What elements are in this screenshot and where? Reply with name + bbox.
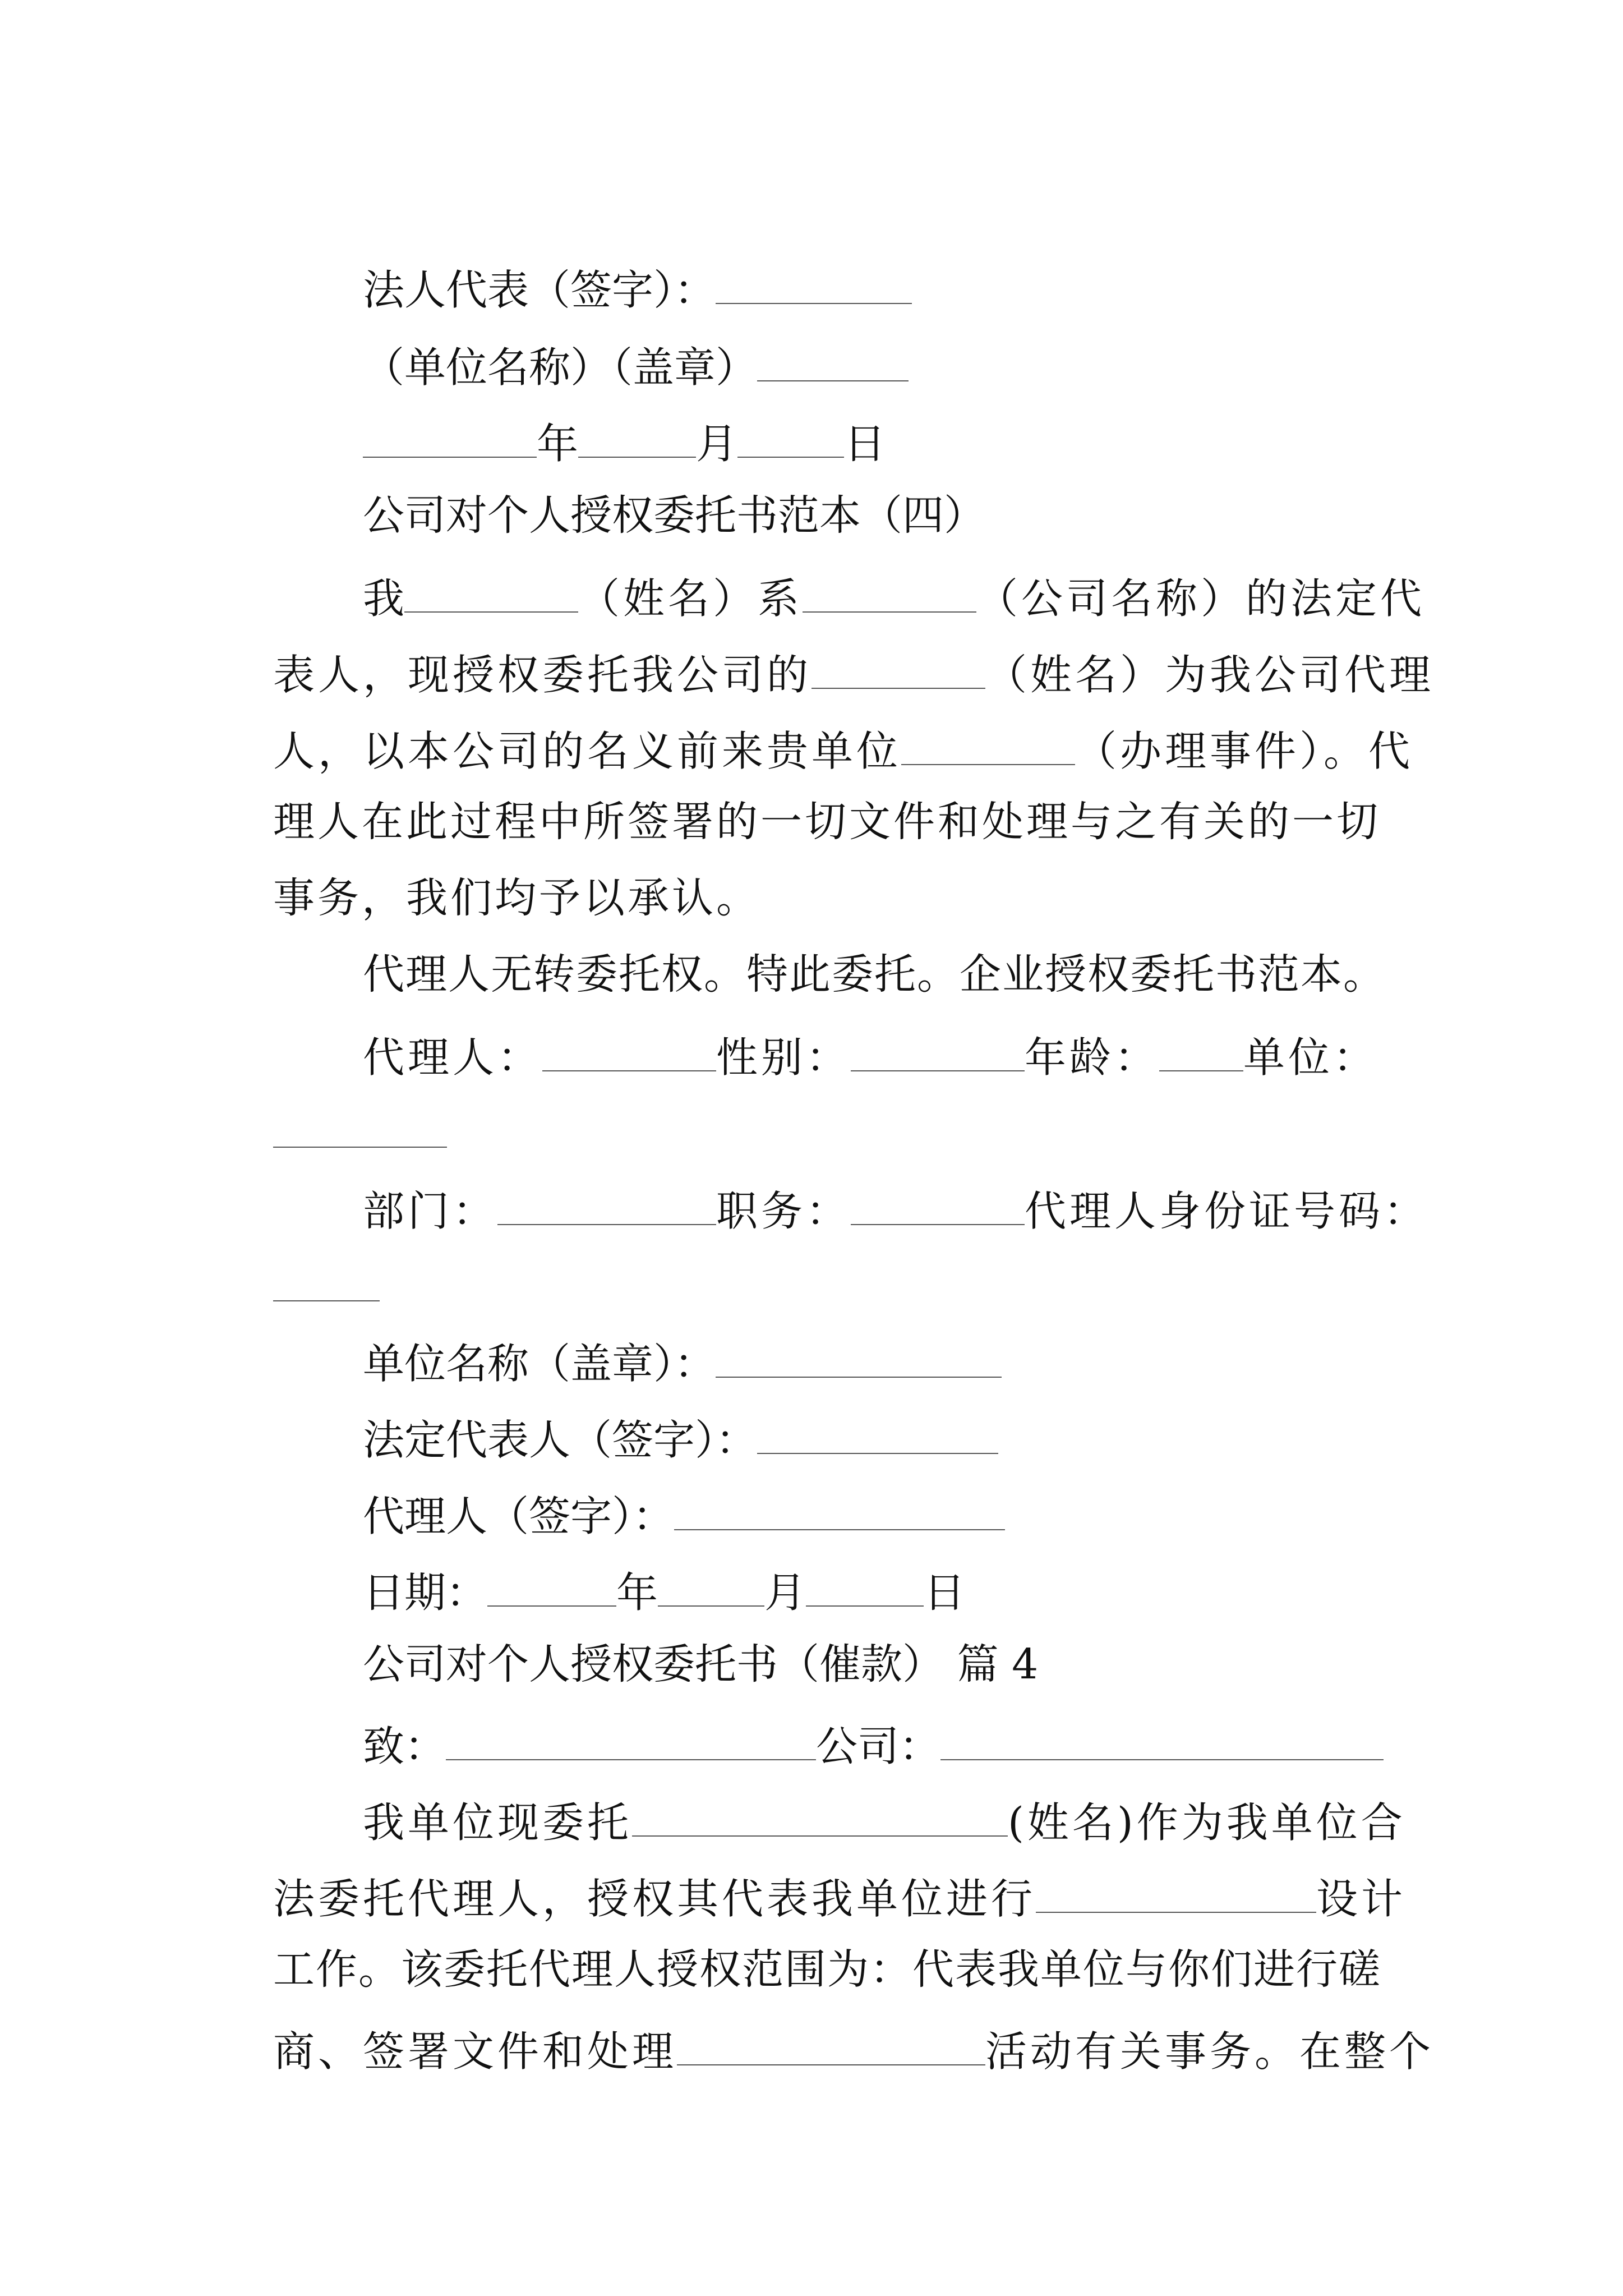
day-label: 日	[924, 1568, 966, 1617]
text: 法委托代理人，授权其代表我单位进行	[273, 1875, 1036, 1924]
blank-line	[658, 1566, 764, 1607]
section-title-text: 公司对个人授权委托书范本（四）	[363, 491, 986, 540]
signature-line-company	[336, 1296, 1623, 1388]
section-title	[336, 1602, 1623, 1688]
label: 法人代表（签字）：	[363, 266, 716, 315]
text: 工作。该委托代理人授权范围为：代表我单位与你们进行磋	[273, 1945, 1382, 1994]
text: （姓名）系	[578, 574, 803, 623]
unit-label: 单位：	[1243, 1033, 1378, 1082]
date-label: 日期：	[363, 1568, 488, 1617]
paragraph-line	[247, 683, 1623, 776]
day-label: 日	[844, 420, 886, 468]
paragraph-line	[247, 1831, 1623, 1924]
position-label: 职务：	[716, 1187, 851, 1236]
signature-line-legal-rep	[336, 222, 1623, 315]
gender-label: 性别：	[716, 1033, 851, 1082]
text: 事务，我们均予以承认。	[273, 874, 761, 922]
agent-label: 代理人：	[363, 1033, 543, 1082]
section-title-text: 公司对个人授权委托书（催款） 篇 4	[363, 1640, 1039, 1688]
text: （办理事件）。代	[1075, 727, 1414, 776]
company-seal-line	[336, 300, 1623, 392]
blank-line	[737, 417, 844, 458]
text: 我单位现委托	[363, 1798, 633, 1847]
blank-line	[806, 1566, 924, 1607]
continuation-blank	[247, 1220, 1623, 1308]
addressee-line	[336, 1678, 1623, 1771]
month-label: 月	[696, 420, 738, 468]
paragraph-line	[247, 836, 1623, 922]
blank-line	[716, 264, 912, 304]
blank-line	[578, 417, 696, 458]
agent-info-line	[336, 990, 1623, 1082]
blank-line	[363, 417, 537, 458]
paragraph-line	[247, 760, 1623, 846]
paragraph-line	[336, 912, 1623, 999]
year-label: 年	[537, 420, 579, 468]
label: 法定代表人（签字）：	[363, 1416, 758, 1465]
text: 理人在此过程中所签署的一切文件和处理与之有关的一切	[273, 798, 1381, 846]
blank-line	[487, 1566, 616, 1607]
signature-line-agent	[336, 1448, 1623, 1541]
paragraph-line	[247, 607, 1623, 700]
company-label: 公司：	[816, 1722, 941, 1771]
month-label: 月	[764, 1568, 806, 1617]
text: 设计	[1316, 1875, 1407, 1924]
agent-info-line	[336, 1143, 1623, 1236]
text: （姓名）为我公司代理	[985, 651, 1435, 700]
paragraph-line	[336, 531, 1623, 623]
date-line	[336, 376, 1623, 468]
paragraph-line	[247, 1984, 1623, 2076]
id-number-label: 代理人身份证号码：	[1025, 1187, 1429, 1236]
label: 代理人（签字）：	[363, 1492, 675, 1541]
section-title	[336, 453, 1623, 540]
blank-line	[273, 1107, 447, 1148]
department-label: 部门：	[363, 1187, 498, 1236]
continuation-blank	[247, 1066, 1623, 1154]
text: 表人，现授权委托我公司的	[273, 651, 812, 700]
text: （公司名称）的法定代	[976, 574, 1426, 623]
to-label: 致：	[363, 1722, 446, 1771]
paragraph-line	[247, 1907, 1623, 1994]
signature-line-legal-rep	[336, 1372, 1623, 1465]
label: 单位名称（盖章）：	[363, 1340, 716, 1388]
blank-line	[677, 2025, 985, 2065]
text: 商、签署文件和处理	[273, 2027, 677, 2076]
label: （单位名称）（盖章）	[363, 343, 758, 392]
text: 代理人无转委托权。特此委托。企业授权委托书范本。	[363, 950, 1386, 999]
text: 我	[363, 574, 405, 623]
age-label: 年龄：	[1025, 1033, 1160, 1082]
year-label: 年	[616, 1568, 658, 1617]
text: (姓名)作为我单位合	[1008, 1798, 1406, 1847]
paragraph-line	[336, 1755, 1623, 1847]
text: 人，以本公司的名义前来贵单位	[273, 727, 902, 776]
date-line	[336, 1525, 1623, 1617]
text: 活动有关事务。在整个	[985, 2027, 1435, 2076]
